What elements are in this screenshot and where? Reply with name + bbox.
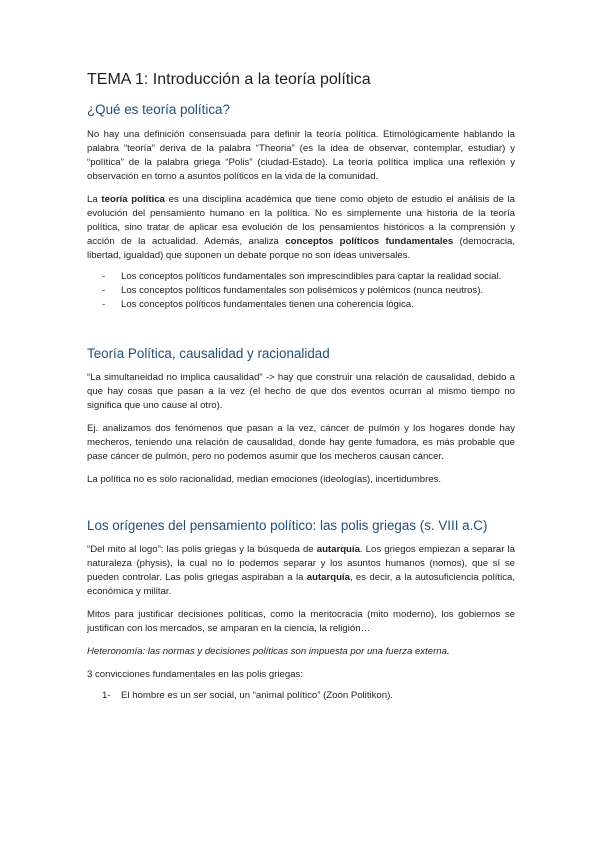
dash-bullet: - — [102, 271, 106, 282]
document-title: TEMA 1: Introducción a la teoría política — [87, 71, 371, 88]
section-heading-origenes: Los orígenes del pensamiento político: las polis griegas (s. VIII a.C) — [87, 518, 488, 533]
bold-term-conceptos: conceptos políticos fundamentales — [285, 236, 454, 247]
concepts-list — [87, 270, 515, 312]
list-item: - Los conceptos políticos fundamentales tienen una coherencia lógica. — [102, 299, 414, 310]
paragraph-simultaneidad: “La simultaneidad no implica causalidad” -> hay que construir una relación de causalidad, debido a que hay cosas que pasan a la vez (el hecho de que dos eventos ocurran al mismo tiempo no significa que uno cause al otro). — [87, 372, 515, 411]
list-item: - Los conceptos políticos fundamentales son polisémicos y polémicos (nunca neutros). — [102, 285, 484, 296]
convictions-list — [87, 689, 515, 703]
bold-term-autarquia: autarquía — [306, 572, 350, 583]
document-content — [87, 70, 515, 703]
paragraph-heteronomia: Heteronomía: las normas y decisiones políticas son impuesta por una fuerza externa. — [87, 646, 450, 657]
paragraph-definition: No hay una definición consensuada para definir la teoría política. Etimológicamente hablando la palabra “teoría” deriva de la palabra “Theoria” (es la idea de observar, contemplar, estudiar) y “política” de la palabra griega “Polis” (ciudad-Estado). La teoría política implica una reflexión y observación en torno a asuntos políticos en la vida de la comunidad. — [87, 129, 515, 182]
bold-term-autarquia: autarquía — [316, 544, 360, 555]
list-number: 1- — [102, 690, 111, 701]
list-item: - Los conceptos políticos fundamentales son imprescindibles para captar la realidad social. — [102, 271, 502, 282]
paragraph-racionalidad: La política no es solo racionalidad, median emociones (ideologías), incertidumbres. — [87, 474, 442, 485]
paragraph-ejemplo: Ej. analizamos dos fenómenos que pasan a la vez, cáncer de pulmón y los hogares donde hay mecheros, teniendo una relación de causalidad, donde hay gente fumadora, es más probable que pase cáncer de pulmón, pero no podemos asumir que los mecheros causan cáncer. — [87, 423, 515, 462]
section-heading-causalidad: Teoría Política, causalidad y racionalidad — [87, 346, 330, 361]
list-item: 1- El hombre es un ser social, un “animal político” (Zoon Politikon). — [102, 690, 393, 701]
dash-bullet: - — [102, 285, 106, 296]
paragraph-teoria-politica: La teoría política es una disciplina académica que tiene como objeto de estudio el análisis de la evolución del pensamiento humano en la política. No es simplemente una historia de la teoría política, sino tratar de aplicar esa evolución de los pensamientos históricos a la comprensión y acción de la actualidad. Además, analiza conceptos políticos fundamentales (democracia, libertad, igualdad) que suponen un debate porque no son ideas universales. — [87, 194, 515, 261]
paragraph-mitos: Mitos para justificar decisiones políticas, como la meritocracia (mito moderno), los gobiernos se justifican con los mercados, se amparan en la ciencia, la religión… — [87, 609, 515, 634]
paragraph-mito-logo: “Del mito al logo”: las polis griegas y la búsqueda de autarquía. Los griegos empiezan a separar la naturaleza (physis), la cual no lo podemos separar y los asuntos humanos (nomos), que sí se pueden controlar. Las polis griegas aspiraban a la autarquía, es decir, a la autosuficiencia política, económica y militar. — [87, 544, 515, 597]
paragraph-convicciones: 3 convicciones fundamentales en las polis griegas: — [87, 669, 303, 680]
bold-term-teoria-politica: teoría política — [101, 194, 165, 205]
section-heading-que-es: ¿Qué es teoría política? — [87, 102, 230, 117]
dash-bullet: - — [102, 299, 106, 310]
